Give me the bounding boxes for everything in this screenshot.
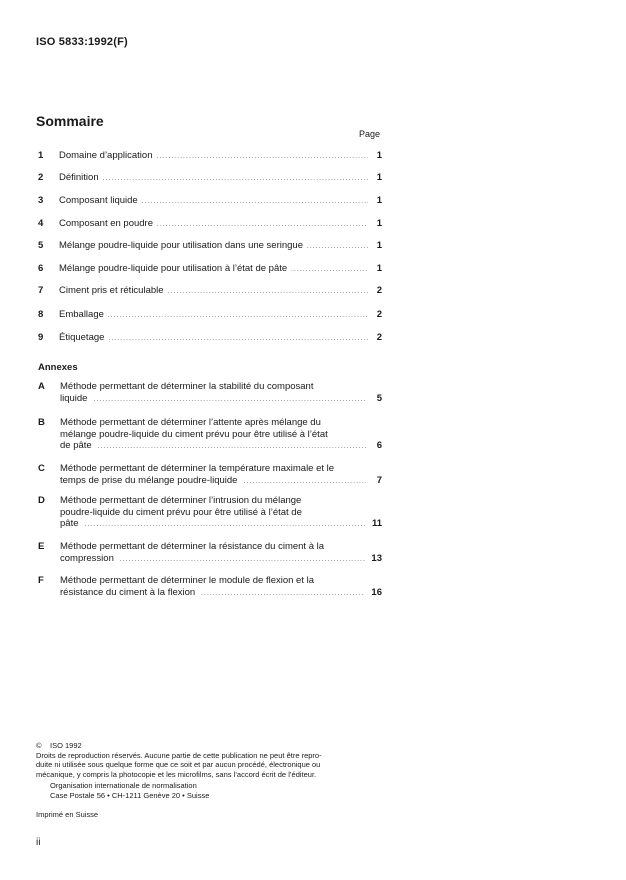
toc-entry-number: 4 [38,218,44,229]
toc-entry-number: 9 [38,332,44,343]
annex-text [60,495,382,530]
toc-entry [38,218,382,232]
annex-title-line: mélange poudre-liquide du ciment prévu pour être utilisé à l’état [60,428,328,440]
annex-title-line: Méthode permettant de déterminer l’intrusion du mélange [60,495,302,506]
toc-entry-number: 5 [38,240,44,251]
toc-entry-page: 2 [376,285,382,296]
annex-title-line: Méthode permettant de déterminer la stabilité du composant [60,381,314,392]
annex-letter: A [38,381,45,392]
toc-entry-label: Composant en poudre [59,218,154,229]
toc-entry-page: 1 [376,172,382,183]
contents-title: Sommaire [36,113,104,129]
annex-letter: D [38,495,45,506]
leader-dots [156,154,368,160]
toc-entry-label: Emballage [59,309,104,320]
annex-letter: E [38,541,45,552]
annex-title-end: temps de prise du mélange poudre-liquide [60,474,238,486]
page-column-label: Page [359,129,381,139]
leader-dots [108,336,368,342]
toc-entry [38,332,382,346]
leader-dots [307,244,368,250]
toc-entry-number: 3 [38,195,44,206]
leader-dots [157,222,368,228]
annex-page: 13 [371,552,382,564]
annex-page: 7 [376,474,382,486]
toc-entry-number: 2 [38,172,44,183]
publisher-address [50,781,209,800]
toc-entry-label: Étiquetage [59,332,105,343]
copyright-line: duite ni utilisée sous quelque forme que ce soit et par aucun procédé, électronique ou [36,760,321,769]
leader-dots [201,591,365,597]
annex-page: 5 [376,392,382,404]
leader-dots [98,444,366,450]
copyright-symbol: © [36,741,42,750]
toc-entry [38,309,382,323]
copyright-line: mécanique, y compris la photocopie et les microfilms, sans l’accord écrit de l’éditeur. [36,769,317,779]
annex-text [60,417,382,452]
publisher-name: Organisation internationale de normalisation [50,781,197,790]
toc-entry-page: 2 [376,309,382,320]
annex-letter: C [38,463,45,474]
annex-last-line [60,440,382,452]
leader-dots [93,397,366,403]
toc-entry-page: 2 [376,332,382,343]
annexes-heading: Annexes [38,362,78,373]
annex-page: 16 [371,586,382,598]
leader-dots [243,479,366,485]
annex-text [60,381,382,404]
toc-entry [38,240,382,254]
toc-entry [38,150,382,164]
annex-page: 11 [371,518,382,529]
annex-title-line: Méthode permettant de déterminer le module de flexion et la [60,575,315,586]
toc-entry-label: Ciment pris et réticulable [59,285,164,296]
annex-last-line [60,553,382,565]
leader-dots [120,557,366,563]
leader-dots [85,522,366,528]
annex-text [60,575,382,598]
toc-entry-number: 1 [38,150,44,161]
toc-entry-label: Domaine d’application [59,150,153,161]
annex-title-line: Méthode permettant de déterminer la résistance du ciment à la [60,541,325,552]
leader-dots [142,199,368,205]
annex-title-line: Méthode permettant de déterminer l’attente après mélange du [60,417,321,428]
leader-dots [168,289,368,295]
page-number: ii [36,837,41,848]
annex-page: 6 [376,440,382,451]
toc-entry-number: 8 [38,309,44,320]
annex-title-line: poudre-liquide du ciment prévu pour être utilisé à l’état de [60,506,302,518]
annex-last-line [60,518,382,530]
toc-entry [38,195,382,209]
annex-title-line: Méthode permettant de déterminer la température maximale et le [60,463,335,474]
leader-dots [103,176,368,182]
toc-entry [38,263,382,277]
toc-entry-page: 1 [376,218,382,229]
annex-text [60,541,382,564]
annex-text [60,463,382,486]
toc-entry [38,172,382,186]
toc-entry-page: 1 [376,263,382,274]
annex-last-line [60,587,382,599]
annex-title-end: compression [60,552,114,564]
toc-entry-page: 1 [376,195,382,206]
annex-title-end: résistance du ciment à la flexion [60,586,196,598]
annex-title-end: de pâte [60,440,92,451]
annex-title-end: pâte [60,518,79,529]
toc-entry-label: Composant liquide [59,195,138,206]
toc-entry-label: Mélange poudre-liquide pour utilisation à l’état de pâte [59,263,288,274]
toc-entry [38,285,382,299]
annex-letter: B [38,417,45,428]
toc-entry-number: 6 [38,263,44,274]
annex-letter: F [38,575,44,586]
copyright-notice [36,741,386,779]
toc-entry-label: Définition [59,172,99,183]
publisher-postal: Case Postale 56 • CH-1211 Genève 20 • Suisse [50,790,210,800]
toc-entry-label: Mélange poudre-liquide pour utilisation dans une seringue [59,240,303,251]
annex-last-line [60,393,382,405]
copyright-year: ISO 1992 [50,741,82,750]
copyright-line: Droits de reproduction réservés. Aucune partie de cette publication ne peut être repro- [36,750,322,760]
printed-in: Imprimé en Suisse [36,810,99,819]
leader-dots [291,267,368,273]
leader-dots [108,313,368,319]
annex-title-end: liquide [60,392,88,404]
toc-entry-page: 1 [376,150,382,161]
toc-entry-number: 7 [38,285,44,296]
document-header: ISO 5833:1992(F) [36,36,128,48]
toc-entry-page: 1 [376,240,382,251]
annex-last-line [60,475,382,487]
